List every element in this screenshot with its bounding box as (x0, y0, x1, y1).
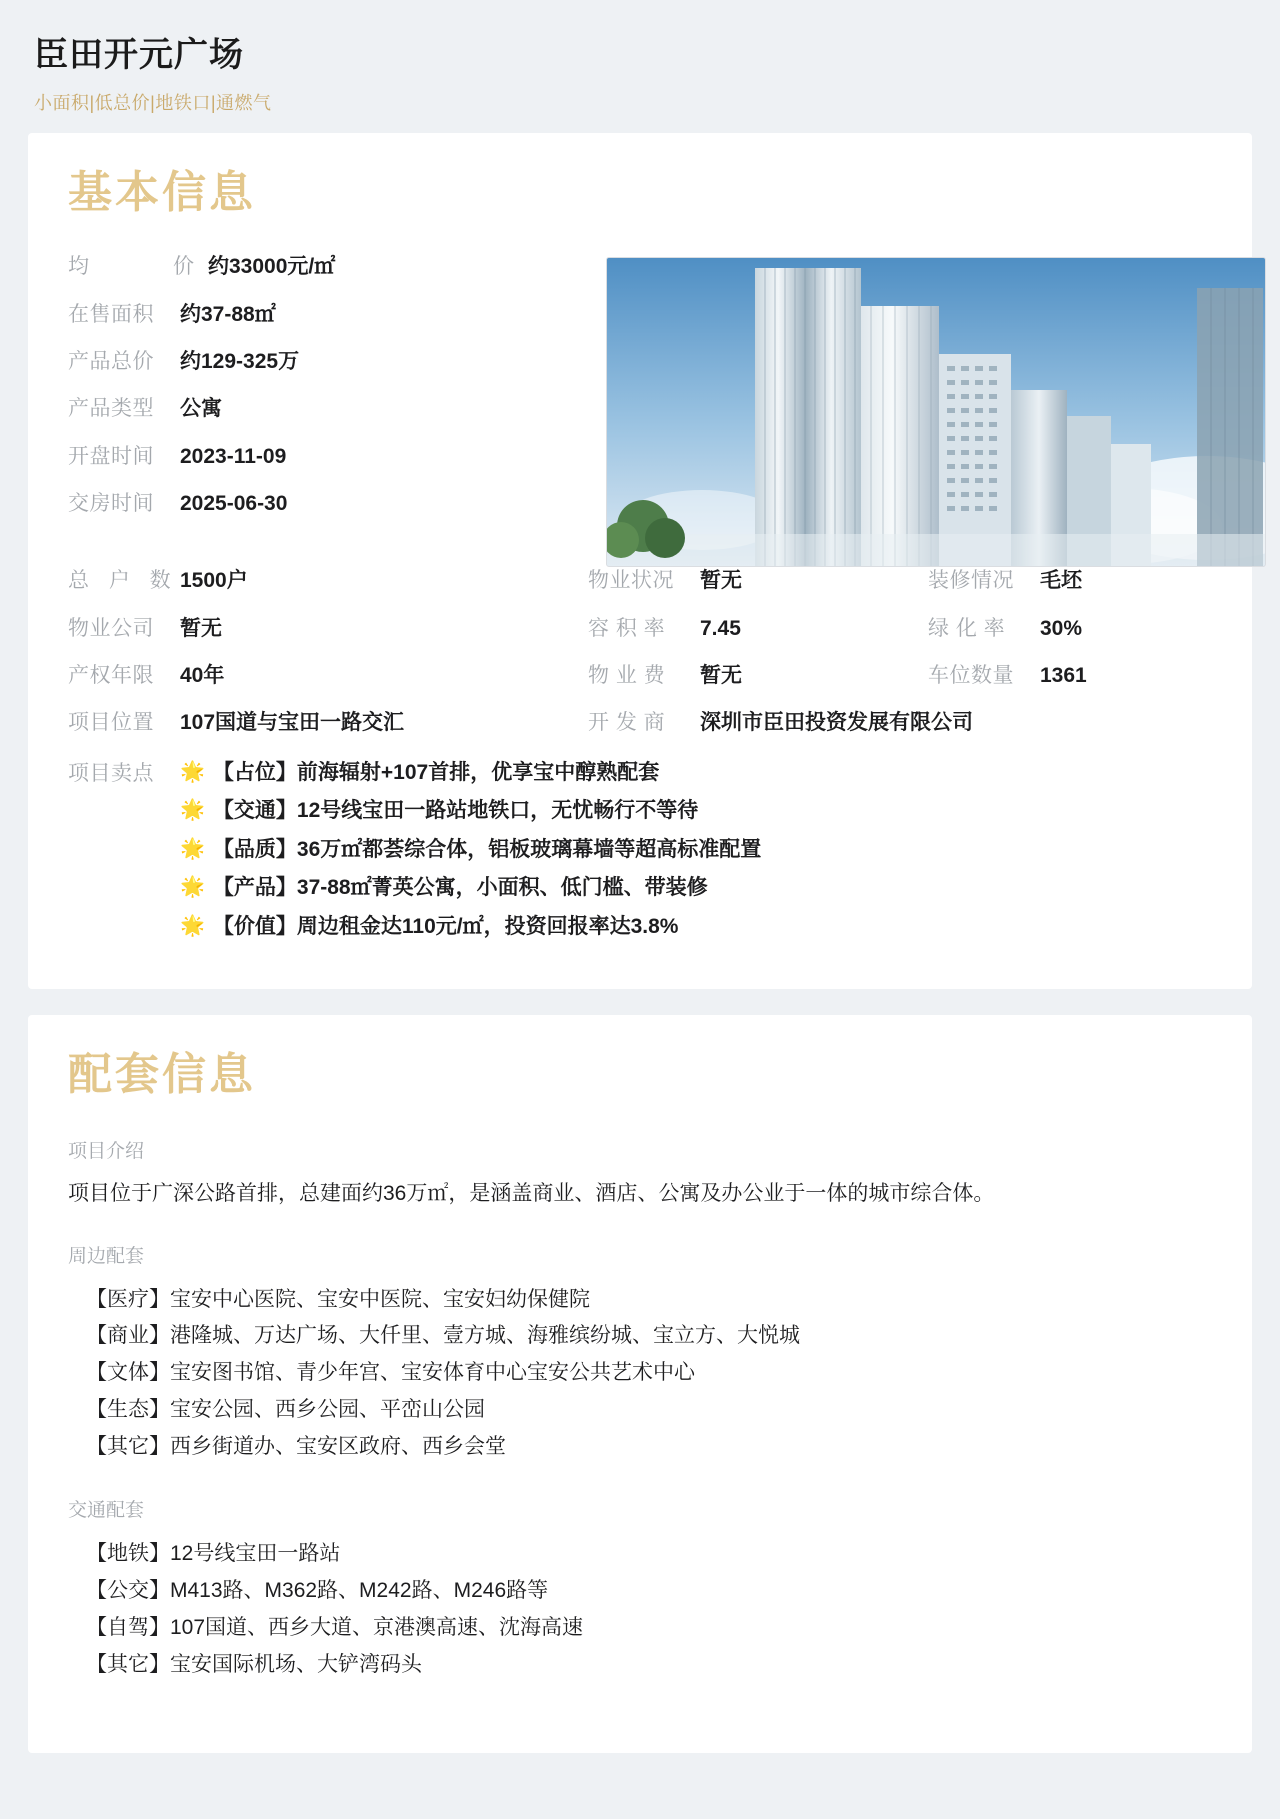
info-label-property-company: 物业公司 (68, 616, 154, 640)
list-item: 【其它】宝安国际机场、大铲湾码头 (86, 1652, 422, 1676)
info-cell-property-fee (588, 662, 928, 690)
info-cell-location (68, 709, 588, 737)
sun-icon: 🌟 (180, 914, 205, 937)
info-cell-green-ratio (928, 615, 1212, 643)
sun-icon: 🌟 (180, 799, 205, 822)
basic-info-top (68, 253, 1212, 567)
info-row-price (68, 253, 588, 281)
sun-icon: 🌟 (180, 760, 205, 783)
sun-icon: 🌟 (180, 837, 205, 860)
list-item: 【医疗】宝安中心医院、宝安中医院、宝安妇幼保健院 (86, 1287, 590, 1311)
info-value-price: 约33000元/㎡ (208, 255, 336, 279)
page-header (0, 0, 1280, 133)
info-label-developer: 开 发 商 (588, 711, 666, 735)
info-value-ownership-years: 40年 (180, 663, 225, 687)
list-item: 【自驾】107国道、西乡大道、京港澳高速、沈海高速 (86, 1615, 584, 1639)
info-cell-plot-ratio (588, 615, 928, 643)
info-label-decoration: 装修情况 (928, 569, 1014, 593)
info-label-area: 在售面积 (68, 302, 154, 326)
info-label-total-price: 产品总价 (68, 349, 154, 373)
list-item: 【文体】宝安图书馆、青少年宫、宝安体育中心宝安公共艺术中心 (86, 1361, 695, 1385)
info-grid-row-ownership (68, 662, 1212, 690)
info-cell-property-company (68, 615, 588, 643)
selling-point-item (180, 872, 761, 904)
info-value-decoration: 毛坯 (1040, 569, 1082, 593)
selling-point-item (180, 757, 761, 789)
info-cell-parking-count (928, 662, 1212, 690)
info-label-product-type: 产品类型 (68, 397, 154, 421)
info-value-product-type: 公寓 (180, 397, 222, 421)
info-label-property-fee: 物 业 费 (588, 663, 666, 687)
intro-text: 项目位于广深公路首排，总建面约36万㎡，是涵盖商业、酒店、公寓及办公业于一体的城市综合体。 (68, 1181, 995, 1205)
info-row-open-date (68, 443, 588, 471)
list-item: 【公交】M413路、M362路、M242路、M246路等 (86, 1579, 549, 1603)
basic-info-section-title: 基本信息 (68, 167, 256, 217)
selling-point-text: 【交通】12号线宝田一路站地铁口，无忧畅行不等待 (212, 799, 699, 823)
traffic-facilities-label: 交通配套 (68, 1500, 145, 1522)
selling-point-text: 【占位】前海辐射+107首排，优享宝中醇熟配套 (212, 760, 660, 784)
info-cell-households (68, 567, 588, 595)
info-row-total-price (68, 348, 588, 376)
info-cell-decoration (928, 567, 1212, 595)
basic-info-card (28, 133, 1252, 990)
basic-info-right-column (588, 253, 1266, 567)
list-item: 【生态】宝安公园、西乡公园、平峦山公园 (86, 1397, 485, 1421)
traffic-facilities-list (68, 1536, 1212, 1683)
info-value-open-date: 2023-11-09 (180, 444, 287, 468)
around-facilities-label: 周边配套 (68, 1245, 145, 1267)
info-value-total-price: 约129-325万 (180, 349, 300, 373)
info-label-households: 总 户 数 (68, 569, 178, 593)
intro-label: 项目介绍 (68, 1140, 145, 1162)
info-value-property-company: 暂无 (180, 616, 222, 640)
info-grid-row-households (68, 567, 1212, 595)
info-value-property-fee: 暂无 (700, 663, 742, 687)
info-grid-row-management (68, 615, 1212, 643)
info-label-selling-points: 项目卖点 (68, 761, 154, 785)
selling-point-item (180, 834, 761, 866)
info-label-price: 均 价 (68, 255, 208, 279)
info-label-green-ratio: 绿 化 率 (928, 616, 1006, 640)
selling-point-item (180, 911, 761, 943)
project-tags: 小面积|低总价|地铁口|通燃气 (34, 92, 272, 113)
info-value-households: 1500户 (180, 569, 248, 593)
selling-point-text: 【品质】36万㎡都荟综合体，铝板玻璃幕墙等超高标准配置 (212, 837, 762, 861)
info-value-property-status: 暂无 (700, 569, 742, 593)
info-label-location: 项目位置 (68, 711, 154, 735)
info-label-parking-count: 车位数量 (928, 663, 1014, 687)
facilities-card (28, 1015, 1252, 1753)
info-row-product-type (68, 395, 588, 423)
info-value-green-ratio: 30% (1040, 616, 1083, 640)
info-value-developer: 深圳市臣田投资发展有限公司 (700, 711, 973, 735)
info-value-location: 107国道与宝田一路交汇 (180, 711, 405, 735)
info-label-ownership-years: 产权年限 (68, 663, 154, 687)
list-item: 【商业】港隆城、万达广场、大仟里、壹方城、海雅缤纷城、宝立方、大悦城 (86, 1324, 800, 1348)
info-cell-ownership-years (68, 662, 588, 690)
selling-points-row (68, 757, 1212, 950)
info-cell-developer (588, 709, 1212, 737)
list-item: 【地铁】12号线宝田一路站 (86, 1542, 341, 1566)
info-value-area: 约37-88㎡ (180, 302, 276, 326)
list-item: 【其它】西乡街道办、宝安区政府、西乡会堂 (86, 1434, 506, 1458)
project-hero-photo (606, 257, 1266, 567)
info-value-plot-ratio: 7.45 (700, 616, 741, 640)
selling-point-item (180, 795, 761, 827)
info-label-property-status: 物业状况 (588, 569, 674, 593)
basic-info-left-column (68, 253, 588, 537)
info-cell-property-status (588, 567, 928, 595)
info-row-delivery-date (68, 490, 588, 518)
selling-point-text: 【产品】37-88㎡菁英公寓，小面积、低门槛、带装修 (212, 876, 708, 900)
info-label-open-date: 开盘时间 (68, 444, 154, 468)
around-facilities-list (68, 1282, 1212, 1466)
info-label-plot-ratio: 容 积 率 (588, 616, 666, 640)
sun-icon: 🌟 (180, 876, 205, 899)
info-value-delivery-date: 2025-06-30 (180, 492, 288, 516)
info-value-parking-count: 1361 (1040, 663, 1087, 687)
info-grid-row-location-developer (68, 709, 1212, 737)
page-title: 臣田开元广场 (34, 36, 244, 74)
selling-point-text: 【价值】周边租金达110元/㎡，投资回报率达3.8% (212, 914, 679, 938)
info-label-delivery-date: 交房时间 (68, 492, 154, 516)
info-row-area (68, 301, 588, 329)
facilities-section-title: 配套信息 (68, 1050, 256, 1100)
selling-points-list (180, 757, 761, 950)
